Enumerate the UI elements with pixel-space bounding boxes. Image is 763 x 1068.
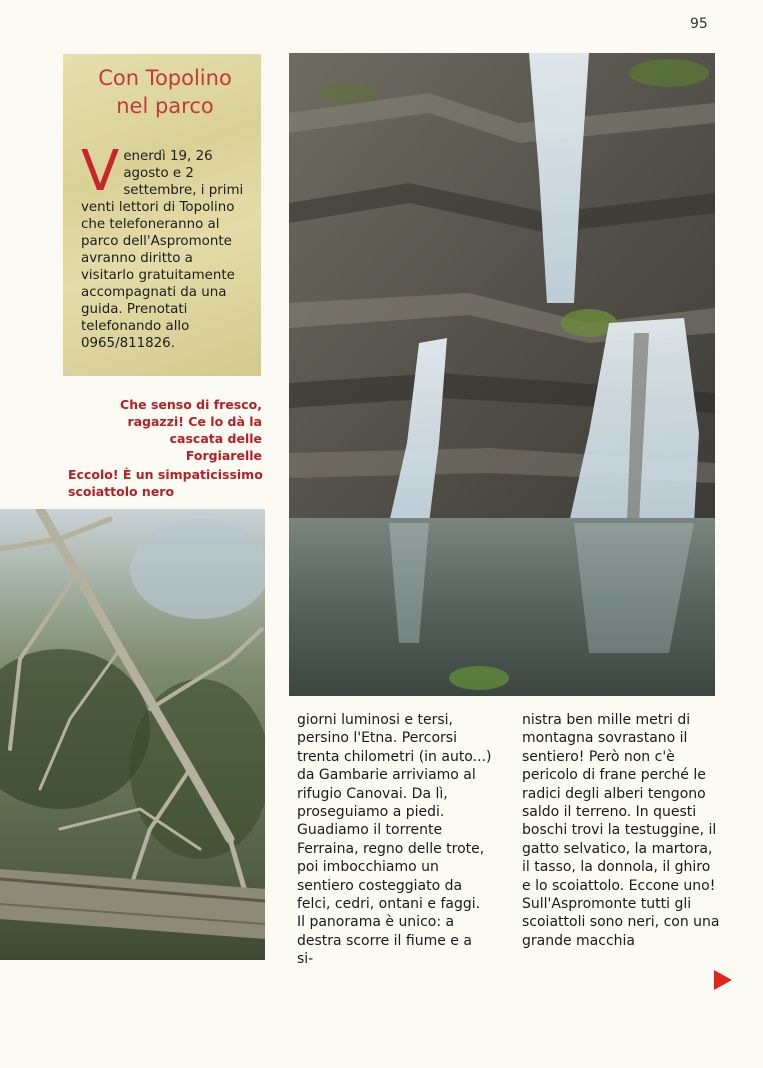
sidebar-body: [81, 139, 249, 352]
waterfall-photo: [289, 53, 715, 696]
caption-waterfall: Che senso di fresco, ragazzi! Ce lo dà la cascata delle Forgiarelle: [120, 397, 262, 463]
sidebar-title: [81, 64, 249, 120]
sidebar-box: [63, 54, 261, 376]
caption-squirrel: Eccolo! È un simpaticissimo scoiattolo nero: [68, 467, 263, 499]
article-column-2: [522, 711, 722, 950]
drop-cap: V: [81, 139, 120, 204]
sidebar-title-line2: nel parco: [116, 94, 214, 118]
article-column-2-text: nistra ben mille metri di montagna sovrastano il sentiero! Però non c'è pericolo di frane perché le radici degli alberi tengono saldo il terreno. In questi boschi trovi la testuggine, il gatto selvatico, la martora, il tasso, la donnola, il ghiro e lo scoiattolo. Eccone uno! Sull'Aspromonte tutti gli scoiattoli sono neri, con una grande macchia: [522, 712, 720, 949]
article-column-1-text: giorni luminosi e tersi, persino l'Etna. Percorsi trenta chilometri (in auto...) da Gambarie arriviamo al rifugio Canovai. Da lì, proseguiamo a piedi. Guadiamo il torrente Ferraina, regno delle trote, poi imbocchiamo un sentiero costeggiato da felci, cedri, ontani e faggi. Il panorama è unico: a destra scorre il fiume e a si-: [297, 712, 492, 968]
forest-branches-illustration: [0, 509, 265, 960]
squirrel-forest-photo: [0, 509, 265, 960]
sidebar-text: enerdì 19, 26 agosto e 2 settembre, i primi venti lettori di Topolino che telefoneranno al parco dell'Aspromonte avranno diritto a visitarlo gratuitamente accompagnati da una guida. Prenotati telefonando allo 0965/811826.: [81, 149, 244, 351]
article-column-1: [297, 711, 492, 969]
waterfall-illustration: [289, 53, 715, 696]
right-triangle-arrow-icon: [714, 970, 732, 990]
page-number: 95: [690, 16, 708, 32]
sidebar-title-line1: Con Topolino: [98, 66, 232, 90]
